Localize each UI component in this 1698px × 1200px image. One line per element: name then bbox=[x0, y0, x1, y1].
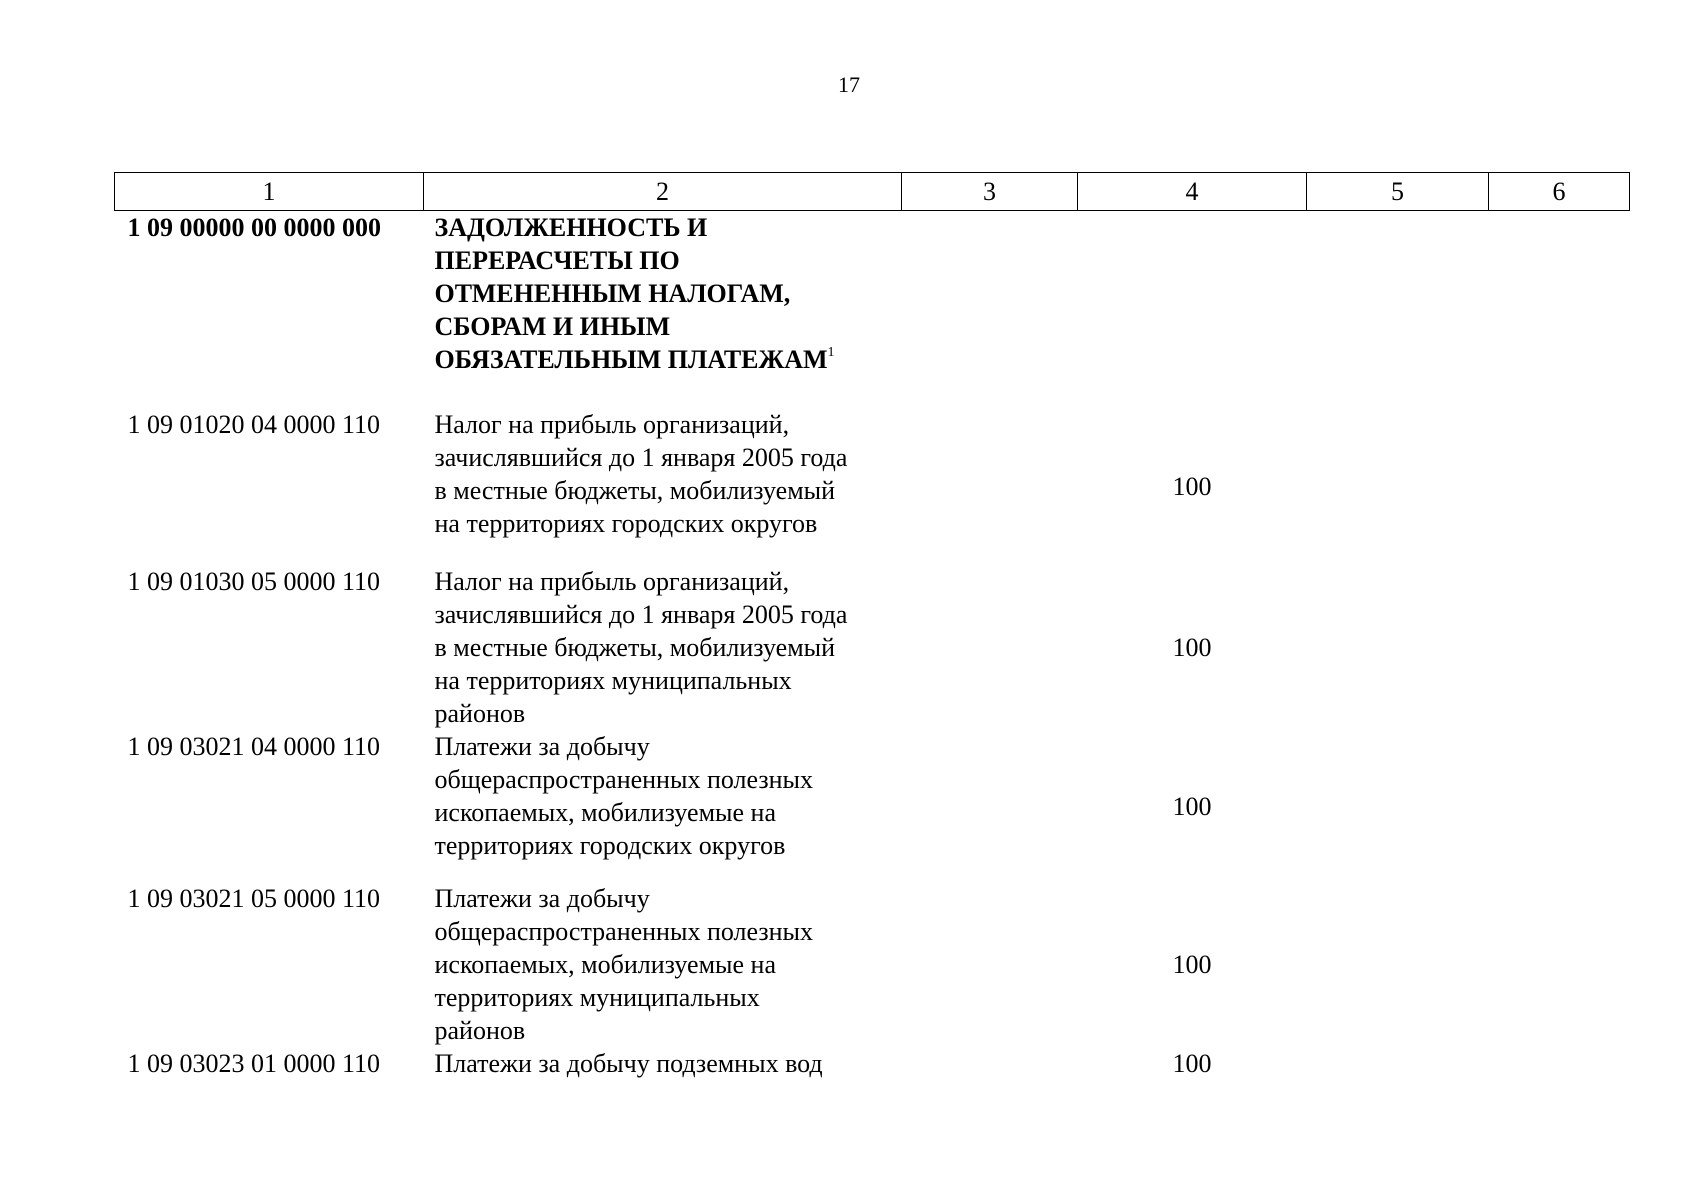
group-col4 bbox=[1078, 211, 1307, 409]
group-col6 bbox=[1489, 211, 1630, 409]
row-col3 bbox=[902, 730, 1078, 882]
row-name bbox=[424, 565, 902, 730]
row-col5 bbox=[1307, 730, 1489, 882]
row-name bbox=[424, 730, 902, 882]
table-row bbox=[115, 882, 1630, 1047]
table-row bbox=[115, 730, 1630, 882]
row-name-line: Платежи за добычу подземных вод bbox=[434, 1049, 823, 1078]
row-code: 1 09 01020 04 0000 110 bbox=[127, 410, 381, 439]
row-col3 bbox=[902, 565, 1078, 730]
table-row bbox=[115, 565, 1630, 730]
row-name-line: в местные бюджеты, мобилизуемый bbox=[434, 476, 836, 505]
row-name-line: общераспространенных полезных bbox=[434, 917, 813, 946]
row-code: 1 09 03021 05 0000 110 bbox=[127, 884, 381, 913]
row-name-line: на территориях муниципальных bbox=[434, 666, 792, 695]
row-col3 bbox=[902, 1047, 1078, 1080]
table-header-row bbox=[115, 173, 1630, 211]
row-name-line: ископаемых, мобилизуемые на bbox=[434, 798, 777, 827]
group-name-line-last bbox=[435, 343, 902, 376]
row-name-line: Налог на прибыль организаций, bbox=[434, 567, 790, 596]
row-name-line: территориях городских округов bbox=[434, 831, 786, 860]
row-name bbox=[424, 1047, 902, 1080]
row-col6 bbox=[1489, 1047, 1630, 1080]
row-col6 bbox=[1489, 882, 1630, 1047]
row-code: 1 09 03023 01 0000 110 bbox=[127, 1049, 381, 1078]
row-col4: 100 bbox=[1172, 791, 1212, 821]
row-name-line: Платежи за добычу bbox=[434, 884, 650, 913]
row-code: 1 09 01030 05 0000 110 bbox=[127, 567, 381, 596]
table-row bbox=[115, 1047, 1630, 1080]
row-name bbox=[424, 882, 902, 1047]
row-col5 bbox=[1307, 408, 1489, 565]
group-col5 bbox=[1307, 211, 1489, 409]
row-name-line: районов bbox=[434, 1016, 526, 1045]
row-name-line: районов bbox=[434, 699, 526, 728]
page-number: 17 bbox=[838, 72, 860, 97]
column-header-1: 1 bbox=[115, 173, 424, 211]
row-col6 bbox=[1489, 565, 1630, 730]
row-name-line: Налог на прибыль организаций, bbox=[434, 410, 790, 439]
group-row bbox=[115, 211, 1630, 409]
row-col4: 100 bbox=[1172, 633, 1212, 662]
group-name-line: ОТМЕНЕННЫМ НАЛОГАМ, bbox=[434, 279, 791, 308]
income-codes-table bbox=[114, 172, 1630, 1080]
column-header-6: 6 bbox=[1489, 173, 1630, 211]
group-code: 1 09 00000 00 0000 000 bbox=[127, 213, 381, 242]
row-name-line: на территориях городских округов bbox=[434, 509, 818, 538]
column-header-3: 3 bbox=[902, 173, 1078, 211]
column-header-5: 5 bbox=[1307, 173, 1489, 211]
row-name bbox=[424, 408, 902, 565]
row-col5 bbox=[1307, 565, 1489, 730]
group-name-line: СБОРАМ И ИНЫМ bbox=[434, 312, 671, 341]
column-header-2: 2 bbox=[424, 173, 902, 211]
row-col3 bbox=[902, 408, 1078, 565]
row-name-line: ископаемых, мобилизуемые на bbox=[434, 950, 777, 979]
row-name-line: зачислявшийся до 1 января 2005 года bbox=[434, 443, 848, 472]
row-col4: 100 bbox=[1172, 1049, 1212, 1078]
row-name-line: Платежи за добычу bbox=[434, 732, 650, 761]
group-name bbox=[424, 211, 902, 409]
row-col4: 100 bbox=[1172, 950, 1212, 979]
table-row bbox=[115, 408, 1630, 565]
row-col5 bbox=[1307, 1047, 1489, 1080]
group-name-line: ЗАДОЛЖЕННОСТЬ И bbox=[434, 213, 708, 242]
group-name-text: ОБЯЗАТЕЛЬНЫМ ПЛАТЕЖАМ bbox=[434, 345, 828, 374]
row-col4: 100 bbox=[1172, 472, 1212, 501]
row-col5 bbox=[1307, 882, 1489, 1047]
row-col6 bbox=[1489, 730, 1630, 882]
column-header-4: 4 bbox=[1078, 173, 1307, 211]
footnote-mark: 1 bbox=[827, 345, 835, 360]
row-name-line: зачислявшийся до 1 января 2005 года bbox=[434, 600, 848, 629]
row-code: 1 09 03021 04 0000 110 bbox=[127, 732, 381, 761]
row-name-line: общераспространенных полезных bbox=[434, 765, 813, 794]
row-name-line: территориях муниципальных bbox=[434, 983, 760, 1012]
row-col6 bbox=[1489, 408, 1630, 565]
row-name-line: в местные бюджеты, мобилизуемый bbox=[434, 633, 836, 662]
group-col3 bbox=[902, 211, 1078, 409]
row-col3 bbox=[902, 882, 1078, 1047]
group-name-line: ПЕРЕРАСЧЕТЫ ПО bbox=[434, 246, 680, 275]
